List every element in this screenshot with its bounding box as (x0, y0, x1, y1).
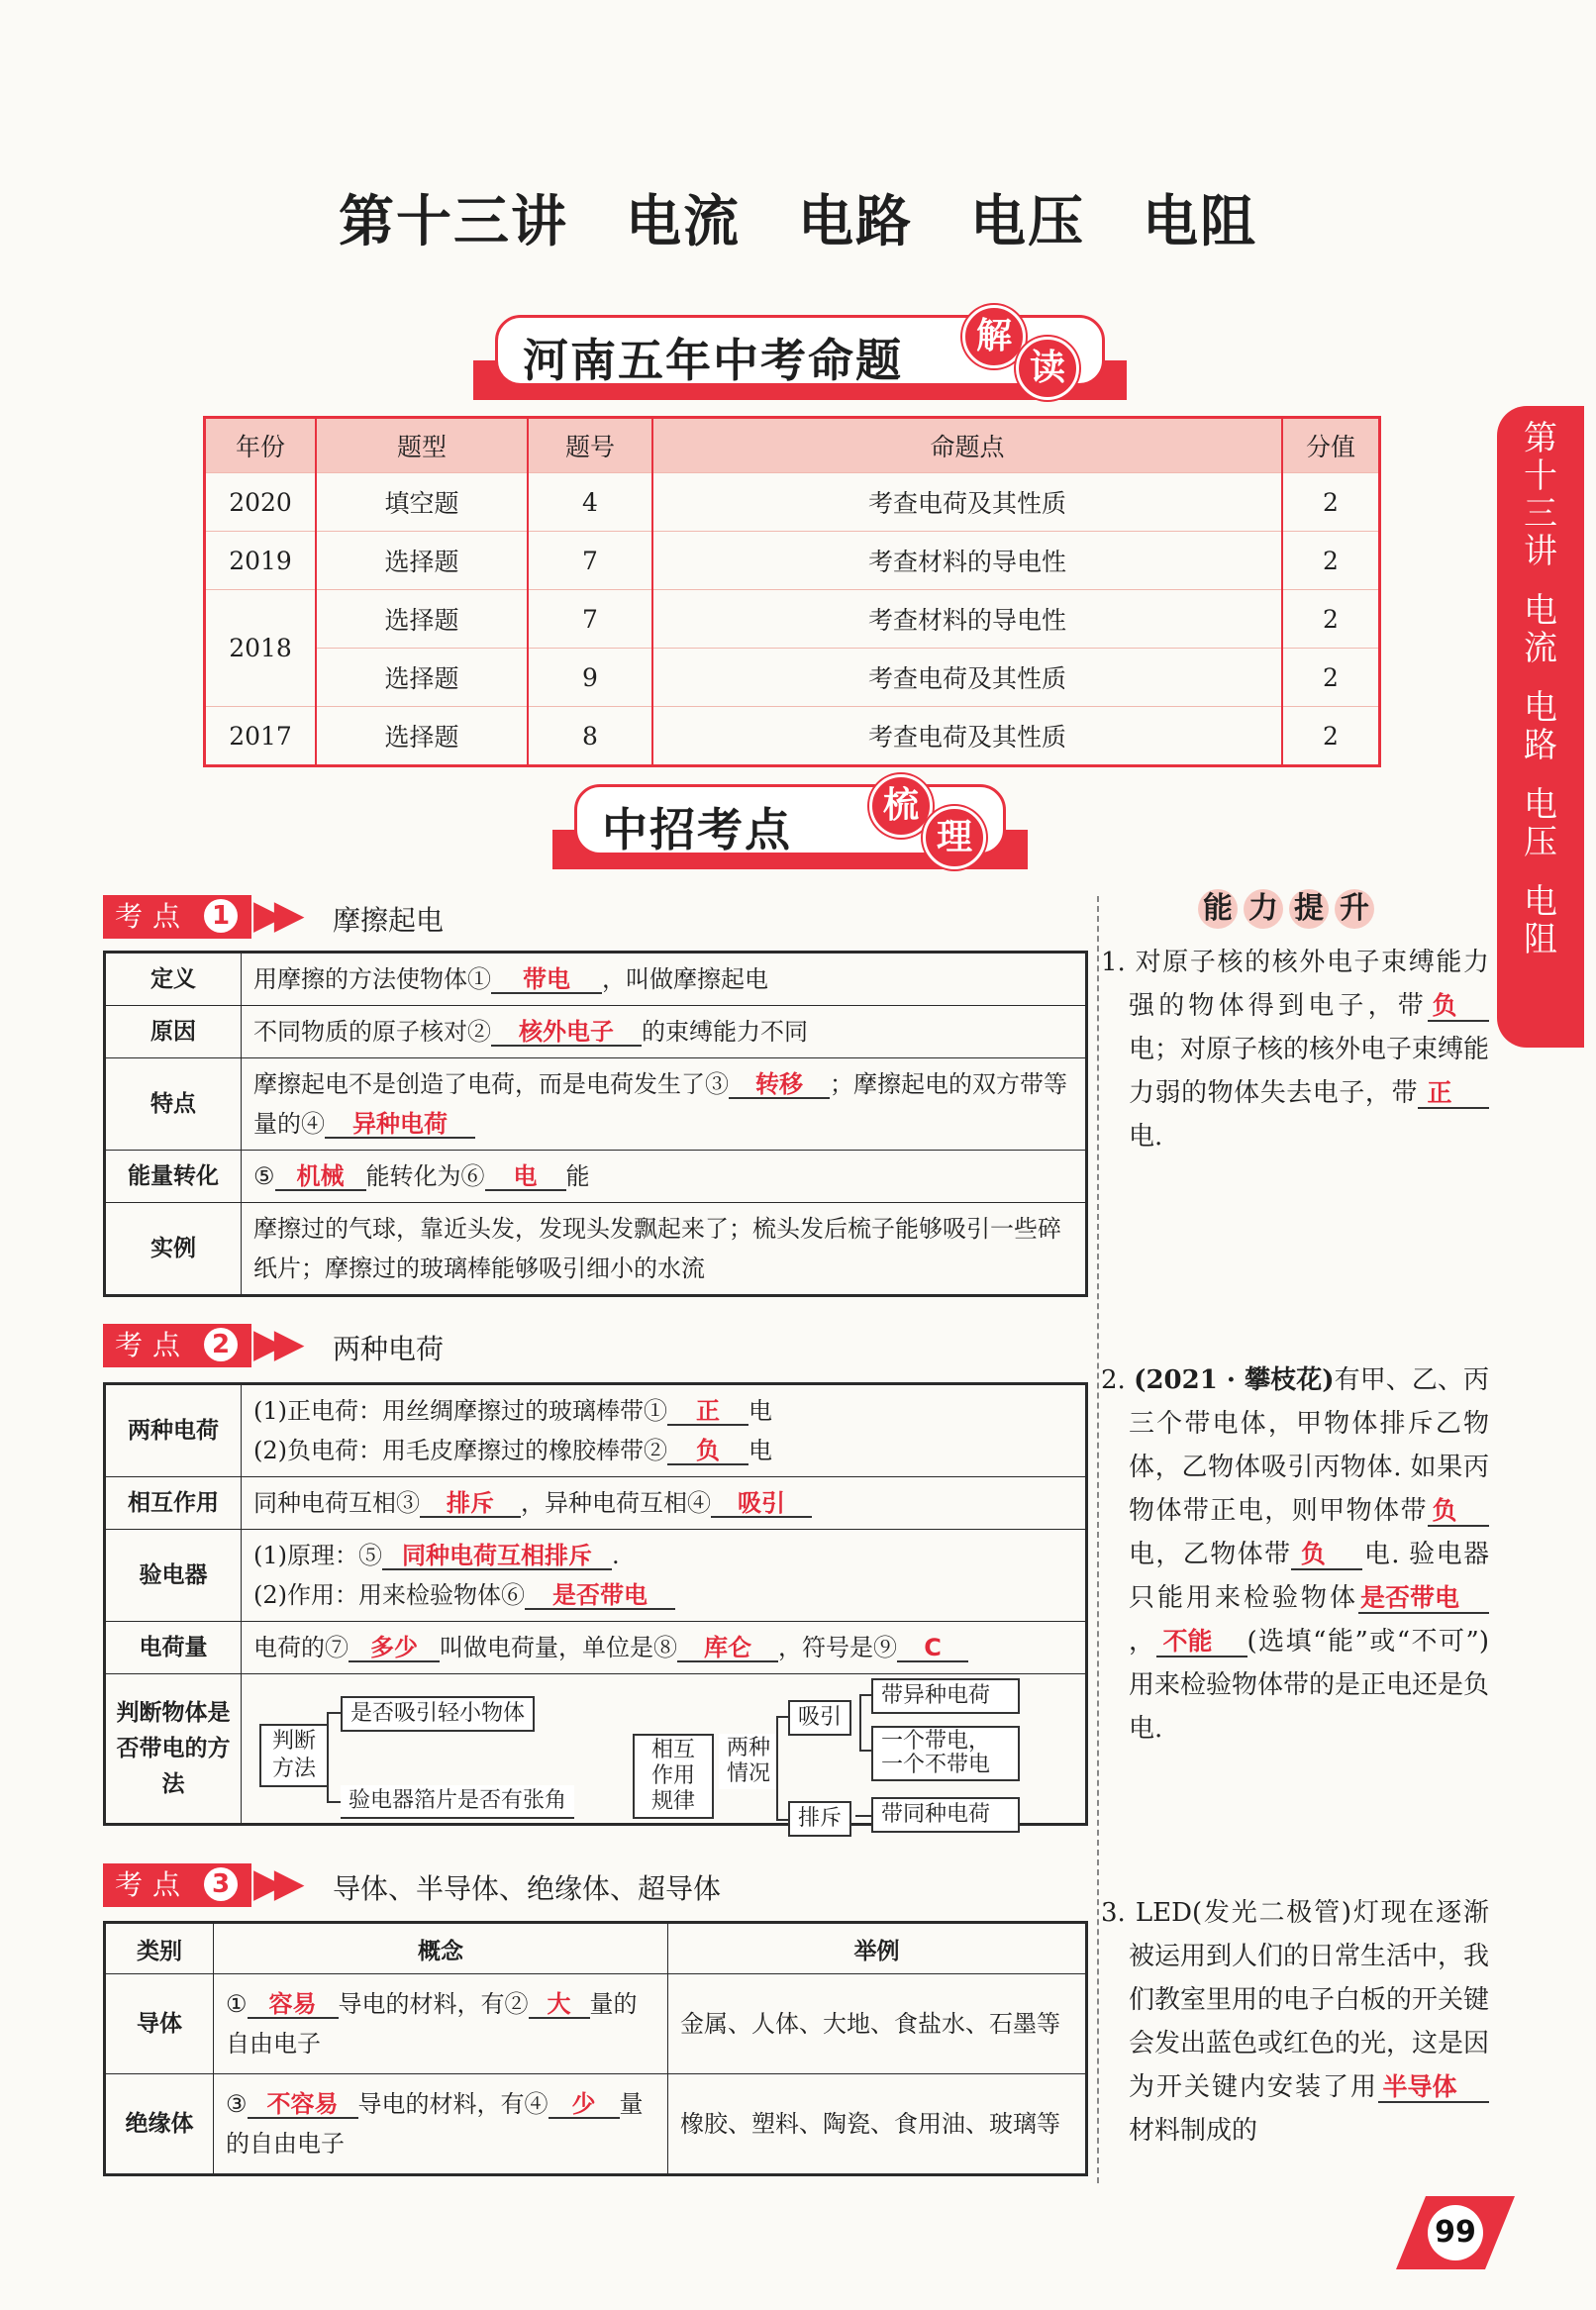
table-row (105, 2074, 1087, 2175)
cell-score: 2 (1282, 473, 1380, 532)
kaodian-number: 3 (204, 1867, 238, 1901)
table-row (205, 473, 1380, 532)
text: 材料制成的 (1129, 2116, 1258, 2146)
kaodian-2-header (103, 1321, 1093, 1367)
cell-year: 2019 (205, 532, 317, 590)
text: 电 (748, 1397, 772, 1425)
row-content (242, 1384, 1087, 1477)
page-title: 第十三讲 电流 电路 电压 电阻 (339, 189, 1257, 254)
header-year: 年份 (205, 418, 317, 473)
text: 电；对原子核的核外电子束缚能力弱的物体失去电子，带 (1129, 1035, 1490, 1108)
ability-title (1198, 889, 1380, 929)
cell-point: 考查材料的导电性 (652, 590, 1282, 649)
table-row (205, 532, 1380, 590)
side-tab-text: 电压 (1524, 785, 1557, 862)
cell-score: 2 (1282, 649, 1380, 707)
cell-number: 7 (528, 532, 652, 590)
header-example: 举例 (668, 1923, 1087, 1974)
row-label: 实例 (105, 1203, 242, 1296)
judge-diagram-cell (242, 1674, 1087, 1831)
answer-blank: 带电 (491, 966, 602, 994)
conductor-table (103, 1921, 1088, 2176)
cell-number: 7 (528, 590, 652, 649)
text: ① (226, 1990, 248, 2018)
question-3 (1101, 1891, 1489, 2153)
text: ，异种电荷互相④ (521, 1489, 711, 1517)
bracket-line (327, 1712, 329, 1803)
text: (1)原理：⑤ (253, 1542, 382, 1569)
kaodian-tag: 考点 (103, 1324, 251, 1367)
row-content (242, 1530, 1087, 1622)
double-arrow-icon: ▶▶ (253, 1860, 295, 1906)
kaodian-1-header (103, 892, 1093, 939)
bracket-line (776, 1819, 788, 1821)
cell-score: 2 (1282, 707, 1380, 766)
line (253, 1536, 1073, 1575)
table-row (105, 1477, 1087, 1530)
kaodian-title: 导体、半导体、绝缘体、超导体 (333, 1872, 722, 1905)
question-2 (1101, 1358, 1489, 1751)
text: 量的自由电子 (226, 1990, 638, 2058)
row-label: 绝缘体 (105, 2074, 214, 2175)
text: 电荷的⑦ (253, 1634, 349, 1661)
cell-score: 2 (1282, 532, 1380, 590)
text: 叫做电荷量，单位是⑧ (440, 1634, 677, 1661)
line (253, 1575, 1073, 1615)
kaodian-number: 2 (204, 1328, 238, 1361)
answer-blank: C (897, 1635, 968, 1662)
banner-circle-1: 解 (962, 305, 1026, 368)
banner-circle-1: 梳 (869, 774, 933, 838)
answer-blank: 负 (1428, 1497, 1489, 1527)
answer-blank: 负 (667, 1438, 748, 1465)
text: 导电的材料，有② (338, 1990, 529, 2018)
text: (选填“能”或“不可”)用来检验物体带的是正电还是负电. (1129, 1627, 1490, 1744)
cell-year: 2020 (205, 473, 317, 532)
text: ③ (226, 2090, 248, 2118)
answer-blank: 核外电子 (491, 1019, 642, 1047)
cell-point: 考查材料的导电性 (652, 532, 1282, 590)
kaodian-tag: 考点 (103, 895, 251, 939)
cell-type: 填空题 (316, 473, 528, 532)
connector-line (855, 1815, 871, 1817)
cell-number: 8 (528, 707, 652, 766)
answer-blank: 多少 (349, 1635, 440, 1662)
cell-point: 考查电荷及其性质 (652, 707, 1282, 766)
cell-type: 选择题 (316, 707, 528, 766)
page-number-wrap (1396, 2196, 1515, 2269)
text: (2)作用：用来检验物体⑥ (253, 1581, 525, 1609)
answer-blank: 正 (667, 1398, 748, 1426)
kaodian-title: 两种电荷 (333, 1333, 445, 1365)
cell-number: 9 (528, 649, 652, 707)
answer-blank: 半导体 (1378, 2073, 1489, 2103)
kaodian-title: 摩擦起电 (333, 904, 445, 937)
table-row (205, 590, 1380, 649)
row-content: 摩擦过的气球，靠近头发，发现头发飘起来了；梳头发后梳子能够吸引一些碎纸片；摩擦过的玻璃棒能够吸引细小的水流 (242, 1203, 1087, 1296)
section-banner-exam-analysis (473, 315, 1127, 400)
double-arrow-icon: ▶▶ (253, 1321, 295, 1366)
chapter-side-tab (1497, 406, 1584, 1048)
cell-point: 考查电荷及其性质 (652, 649, 1282, 707)
row-content (214, 2074, 668, 2175)
kaodian-tag: 考点 (103, 1863, 251, 1907)
column-divider (1097, 896, 1099, 2183)
bracket-line (327, 1712, 341, 1714)
answer-blank: 是否带电 (525, 1582, 675, 1610)
bracket-line (859, 1750, 871, 1752)
text: 导电的材料，有④ (357, 2090, 549, 2118)
answer-blank: 不能 (1156, 1628, 1247, 1657)
text: 1. 对原子核的核外电子束缚能力强的物体得到电子，带 (1101, 948, 1489, 1021)
answer-blank: 转移 (729, 1071, 830, 1099)
text: 电. 验电器只能用来检验物体 (1129, 1540, 1489, 1613)
banner-circle-2: 理 (923, 806, 986, 869)
banner-circle-2: 读 (1016, 337, 1079, 400)
page-number: 99 (1428, 2205, 1483, 2260)
cases-label: 两种情况 (719, 1734, 778, 1789)
table-row (105, 1384, 1087, 1477)
row-label: 特点 (105, 1058, 242, 1151)
answer-blank: 排斥 (420, 1490, 521, 1518)
method-1-box: 是否吸引轻小物体 (341, 1696, 535, 1732)
text: 摩擦起电不是创造了电荷，而是电荷发生了③ (253, 1070, 729, 1098)
cell-score: 2 (1282, 590, 1380, 649)
table-header-row (105, 1923, 1087, 1974)
answer-blank: 不容易 (248, 2091, 358, 2119)
rule-box: 相互作用规律 (633, 1734, 714, 1819)
bracket-line (776, 1716, 778, 1821)
row-content (242, 1006, 1087, 1058)
line (253, 1391, 1073, 1431)
ability-char: 升 (1335, 889, 1374, 929)
ability-char: 力 (1244, 889, 1283, 929)
text: 用摩擦的方法使物体① (253, 965, 491, 993)
bracket-line (776, 1716, 788, 1718)
text: 电. (1129, 1122, 1163, 1152)
result-2-line-1: 一个带电， (881, 1729, 991, 1754)
friction-electricity-table (103, 951, 1088, 1297)
text: 不同物质的原子核对② (253, 1018, 491, 1046)
kaodian-number: 1 (204, 899, 238, 933)
cell-year: 2017 (205, 707, 317, 766)
answer-blank: 少 (549, 2091, 620, 2119)
row-example: 金属、人体、大地、食盐水、石墨等 (668, 1974, 1087, 2074)
answer-blank: 负 (1291, 1541, 1362, 1570)
row-content (242, 1477, 1087, 1530)
row-label: 相互作用 (105, 1477, 242, 1530)
table-row (205, 707, 1380, 766)
question-source: (2021 · 攀枝花) (1134, 1365, 1335, 1395)
answer-blank: 是否带电 (1358, 1584, 1489, 1614)
text: 电 (748, 1437, 772, 1464)
table-row (205, 649, 1380, 707)
row-example: 橡胶、塑料、陶瓷、食用油、玻璃等 (668, 2074, 1087, 2175)
answer-blank: 库仑 (677, 1635, 778, 1662)
row-content (242, 1058, 1087, 1151)
banner-text: 河南五年中考命题 (523, 334, 903, 387)
result-1-box: 带异种电荷 (871, 1678, 1020, 1714)
table-row (105, 1058, 1087, 1151)
row-label: 验电器 (105, 1530, 242, 1622)
answer-blank: 负 (1428, 992, 1489, 1022)
judge-diagram (242, 1674, 1085, 1831)
kaodian-3-header (103, 1860, 1093, 1907)
result-2-box (871, 1726, 1020, 1781)
header-concept: 概念 (214, 1923, 668, 1974)
row-content (242, 953, 1087, 1006)
text: ；摩擦起电的双方带等量的④ (253, 1070, 1067, 1138)
table-row (105, 1203, 1087, 1296)
header-type: 题型 (316, 418, 528, 473)
text: 3. LED(发光二极管)灯现在逐渐被运用到人们的日常生活中，我们教室里用的电子白板的开关键会发出蓝色或红色的光，这是因为开关键内安装了用 (1101, 1898, 1490, 2102)
text: ，叫做摩擦起电 (602, 965, 768, 993)
answer-blank: 异种电荷 (325, 1111, 475, 1139)
cell-type: 选择题 (316, 590, 528, 649)
method-box: 判断方法 (259, 1724, 329, 1787)
table-row (105, 1530, 1087, 1622)
text: 能 (565, 1162, 590, 1190)
method-2-box: 验电器箔片是否有张角 (341, 1785, 574, 1819)
side-tab-text: 电阻 (1524, 882, 1557, 959)
text: (1)正电荷：用丝绸摩擦过的玻璃棒带① (253, 1397, 667, 1425)
bracket-line (327, 1801, 341, 1803)
text: ， (1129, 1627, 1156, 1657)
header-point: 命题点 (652, 418, 1282, 473)
result-3-box: 带同种电荷 (871, 1797, 1020, 1833)
line (253, 1431, 1073, 1470)
bracket-line (859, 1694, 871, 1696)
row-label: 导体 (105, 1974, 214, 2074)
text: ⑤ (253, 1162, 275, 1190)
side-tab-text: 电流 (1524, 591, 1557, 668)
text: 量的自由电子 (226, 2090, 644, 2158)
table-row (105, 1622, 1087, 1674)
answer-blank: 电 (485, 1163, 566, 1191)
result-2-line-2: 一个不带电 (881, 1753, 991, 1777)
ability-char: 提 (1289, 889, 1329, 929)
side-tab-text: 第十三讲 (1524, 419, 1557, 571)
row-content (242, 1151, 1087, 1203)
table-row (105, 1674, 1087, 1825)
answer-blank: 机械 (275, 1163, 366, 1191)
answer-blank: 大 (529, 1991, 590, 2019)
ability-char: 能 (1198, 889, 1238, 929)
question-1 (1101, 941, 1489, 1158)
row-label: 定义 (105, 953, 242, 1006)
answer-blank: 正 (1418, 1079, 1489, 1109)
attract-box: 吸引 (788, 1700, 851, 1736)
text: ，符号是⑨ (778, 1634, 897, 1661)
text: 2. (1101, 1365, 1135, 1395)
text: 能转化为⑥ (365, 1162, 485, 1190)
side-tab-text: 电路 (1524, 688, 1557, 765)
text: . (612, 1542, 620, 1569)
text: 同种电荷互相③ (253, 1489, 420, 1517)
row-label: 原因 (105, 1006, 242, 1058)
page-number-badge (1396, 2196, 1545, 2269)
text: 有甲、乙、丙三个带电体，甲物体排斥乙物体，乙物体吸引丙物体. 如果丙物体带正电，则甲物体带 (1129, 1365, 1489, 1526)
text: (2)负电荷：用毛皮摩擦过的橡胶棒带② (253, 1437, 667, 1464)
cell-type: 选择题 (316, 649, 528, 707)
two-charges-table (103, 1382, 1088, 1831)
repel-box: 排斥 (788, 1801, 851, 1837)
cell-number: 4 (528, 473, 652, 532)
double-arrow-icon: ▶▶ (253, 892, 295, 938)
cell-year: 2018 (205, 590, 317, 707)
text: 电，乙物体带 (1129, 1540, 1292, 1569)
answer-blank: 同种电荷互相排斥 (382, 1543, 612, 1570)
cell-point: 考查电荷及其性质 (652, 473, 1282, 532)
table-row (105, 1974, 1087, 2074)
header-number: 题号 (528, 418, 652, 473)
banner-text: 中招考点 (602, 803, 792, 856)
table-row (105, 1151, 1087, 1203)
table-row (105, 1006, 1087, 1058)
text: 的束缚能力不同 (642, 1018, 808, 1046)
row-content (214, 1974, 668, 2074)
table-row (105, 953, 1087, 1006)
header-score: 分值 (1282, 418, 1380, 473)
row-label: 电荷量 (105, 1622, 242, 1674)
row-content (242, 1622, 1087, 1674)
header-category: 类别 (105, 1923, 214, 1974)
answer-blank: 容易 (248, 1991, 339, 2019)
bracket-line (859, 1694, 861, 1752)
section-banner-key-points (552, 784, 1028, 869)
table-header-row (205, 418, 1380, 473)
cell-type: 选择题 (316, 532, 528, 590)
answer-blank: 吸引 (711, 1490, 812, 1518)
row-label: 判断物体是否带电的方法 (105, 1674, 242, 1825)
row-label: 两种电荷 (105, 1384, 242, 1477)
row-label: 能量转化 (105, 1151, 242, 1203)
exam-year-table (203, 416, 1381, 767)
